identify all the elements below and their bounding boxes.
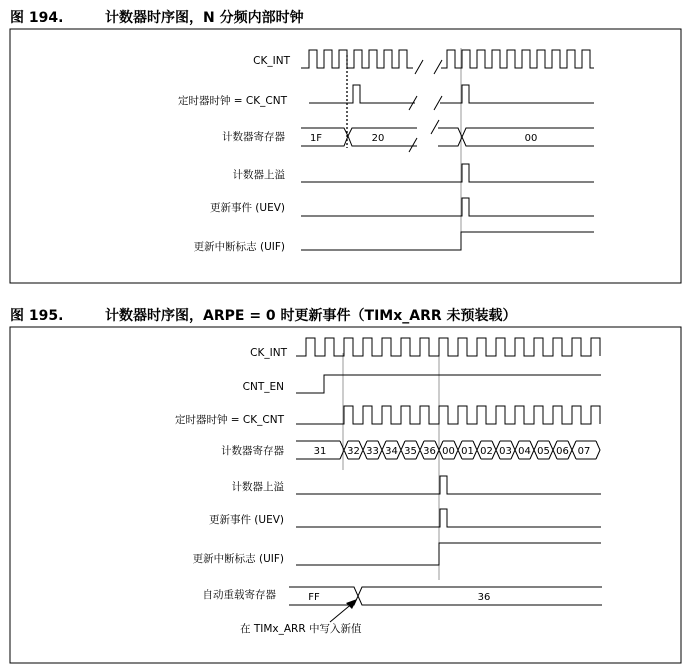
- counter-value: 02: [480, 446, 493, 457]
- figure-195-title: 计数器时序图，ARPE = 0 时更新事件（TIMx_ARR 未预装载）: [105, 308, 517, 324]
- bus-counter: [296, 441, 600, 459]
- waveform-uev: [296, 509, 601, 527]
- counter-value: 03: [499, 446, 512, 457]
- label-ck-int: CK_INT: [253, 55, 290, 67]
- break-mark-counter: [409, 120, 439, 152]
- label-uif: 更新中断标志 (UIF): [193, 241, 285, 253]
- waveform-ck-int: [296, 338, 600, 356]
- label-uev: 更新事件 (UEV): [209, 202, 285, 214]
- figure-195: [10, 307, 681, 663]
- waveform-uev: [301, 198, 594, 216]
- counter-value: 01: [461, 446, 474, 457]
- counter-value: 36: [423, 446, 436, 457]
- counter-value: 04: [518, 446, 531, 457]
- label-ck-cnt: 定时器时钟 = CK_CNT: [177, 95, 287, 107]
- counter-value: 34: [385, 446, 398, 457]
- counter-value: 07: [577, 446, 591, 457]
- label-cnt-en: CNT_EN: [242, 381, 284, 393]
- write-arrow: [330, 599, 357, 622]
- label-counter: 计数器寄存器: [222, 131, 285, 143]
- counter-value: 35: [404, 446, 417, 457]
- counter-value: 00: [442, 446, 455, 457]
- counter-value: 05: [537, 446, 550, 457]
- label-overflow: 计数器上溢: [231, 481, 284, 493]
- figure-194-title: 计数器时序图，N 分频内部时钟: [105, 10, 304, 26]
- figure-195-frame: [10, 327, 681, 663]
- label-uif: 更新中断标志 (UIF): [192, 553, 284, 565]
- label-ck-cnt: 定时器时钟 = CK_CNT: [174, 414, 284, 426]
- figure-195-number: 图 195.: [10, 308, 64, 324]
- waveform-cnt-en: [296, 375, 601, 393]
- break-mark-ck-int: [415, 60, 442, 74]
- counter-value: 31: [313, 446, 327, 457]
- label-arr: 自动重载寄存器: [202, 589, 276, 601]
- counter-value: 1F: [309, 133, 323, 144]
- waveform-overflow: [301, 164, 594, 182]
- label-overflow: 计数器上溢: [232, 169, 285, 181]
- bus-arr: [289, 587, 602, 605]
- label-ck-int: CK_INT: [250, 347, 287, 359]
- waveform-ck-cnt-a: [309, 85, 415, 103]
- waveform-ck-int-a: [301, 50, 413, 68]
- waveform-uif: [301, 232, 594, 250]
- write-annotation: 在 TIMx_ARR 中写入新值: [240, 623, 362, 635]
- figure-194-number: 图 194.: [10, 10, 64, 26]
- counter-value: 33: [366, 446, 379, 457]
- arr-value: FF: [308, 592, 320, 603]
- counter-value: 32: [347, 446, 360, 457]
- counter-value: 20: [371, 133, 385, 144]
- waveform-overflow: [296, 476, 601, 494]
- counter-value: 06: [556, 446, 569, 457]
- counter-value: 00: [524, 133, 538, 144]
- waveform-uif: [296, 543, 601, 565]
- arr-value: 36: [477, 592, 491, 603]
- figure-194: [10, 9, 681, 283]
- figure-194-frame: [10, 29, 681, 283]
- waveform-ck-cnt-b: [440, 85, 594, 103]
- waveform-ck-cnt: [296, 406, 600, 424]
- waveform-ck-int-b: [441, 50, 594, 68]
- label-counter: 计数器寄存器: [221, 445, 284, 457]
- label-uev: 更新事件 (UEV): [208, 514, 284, 526]
